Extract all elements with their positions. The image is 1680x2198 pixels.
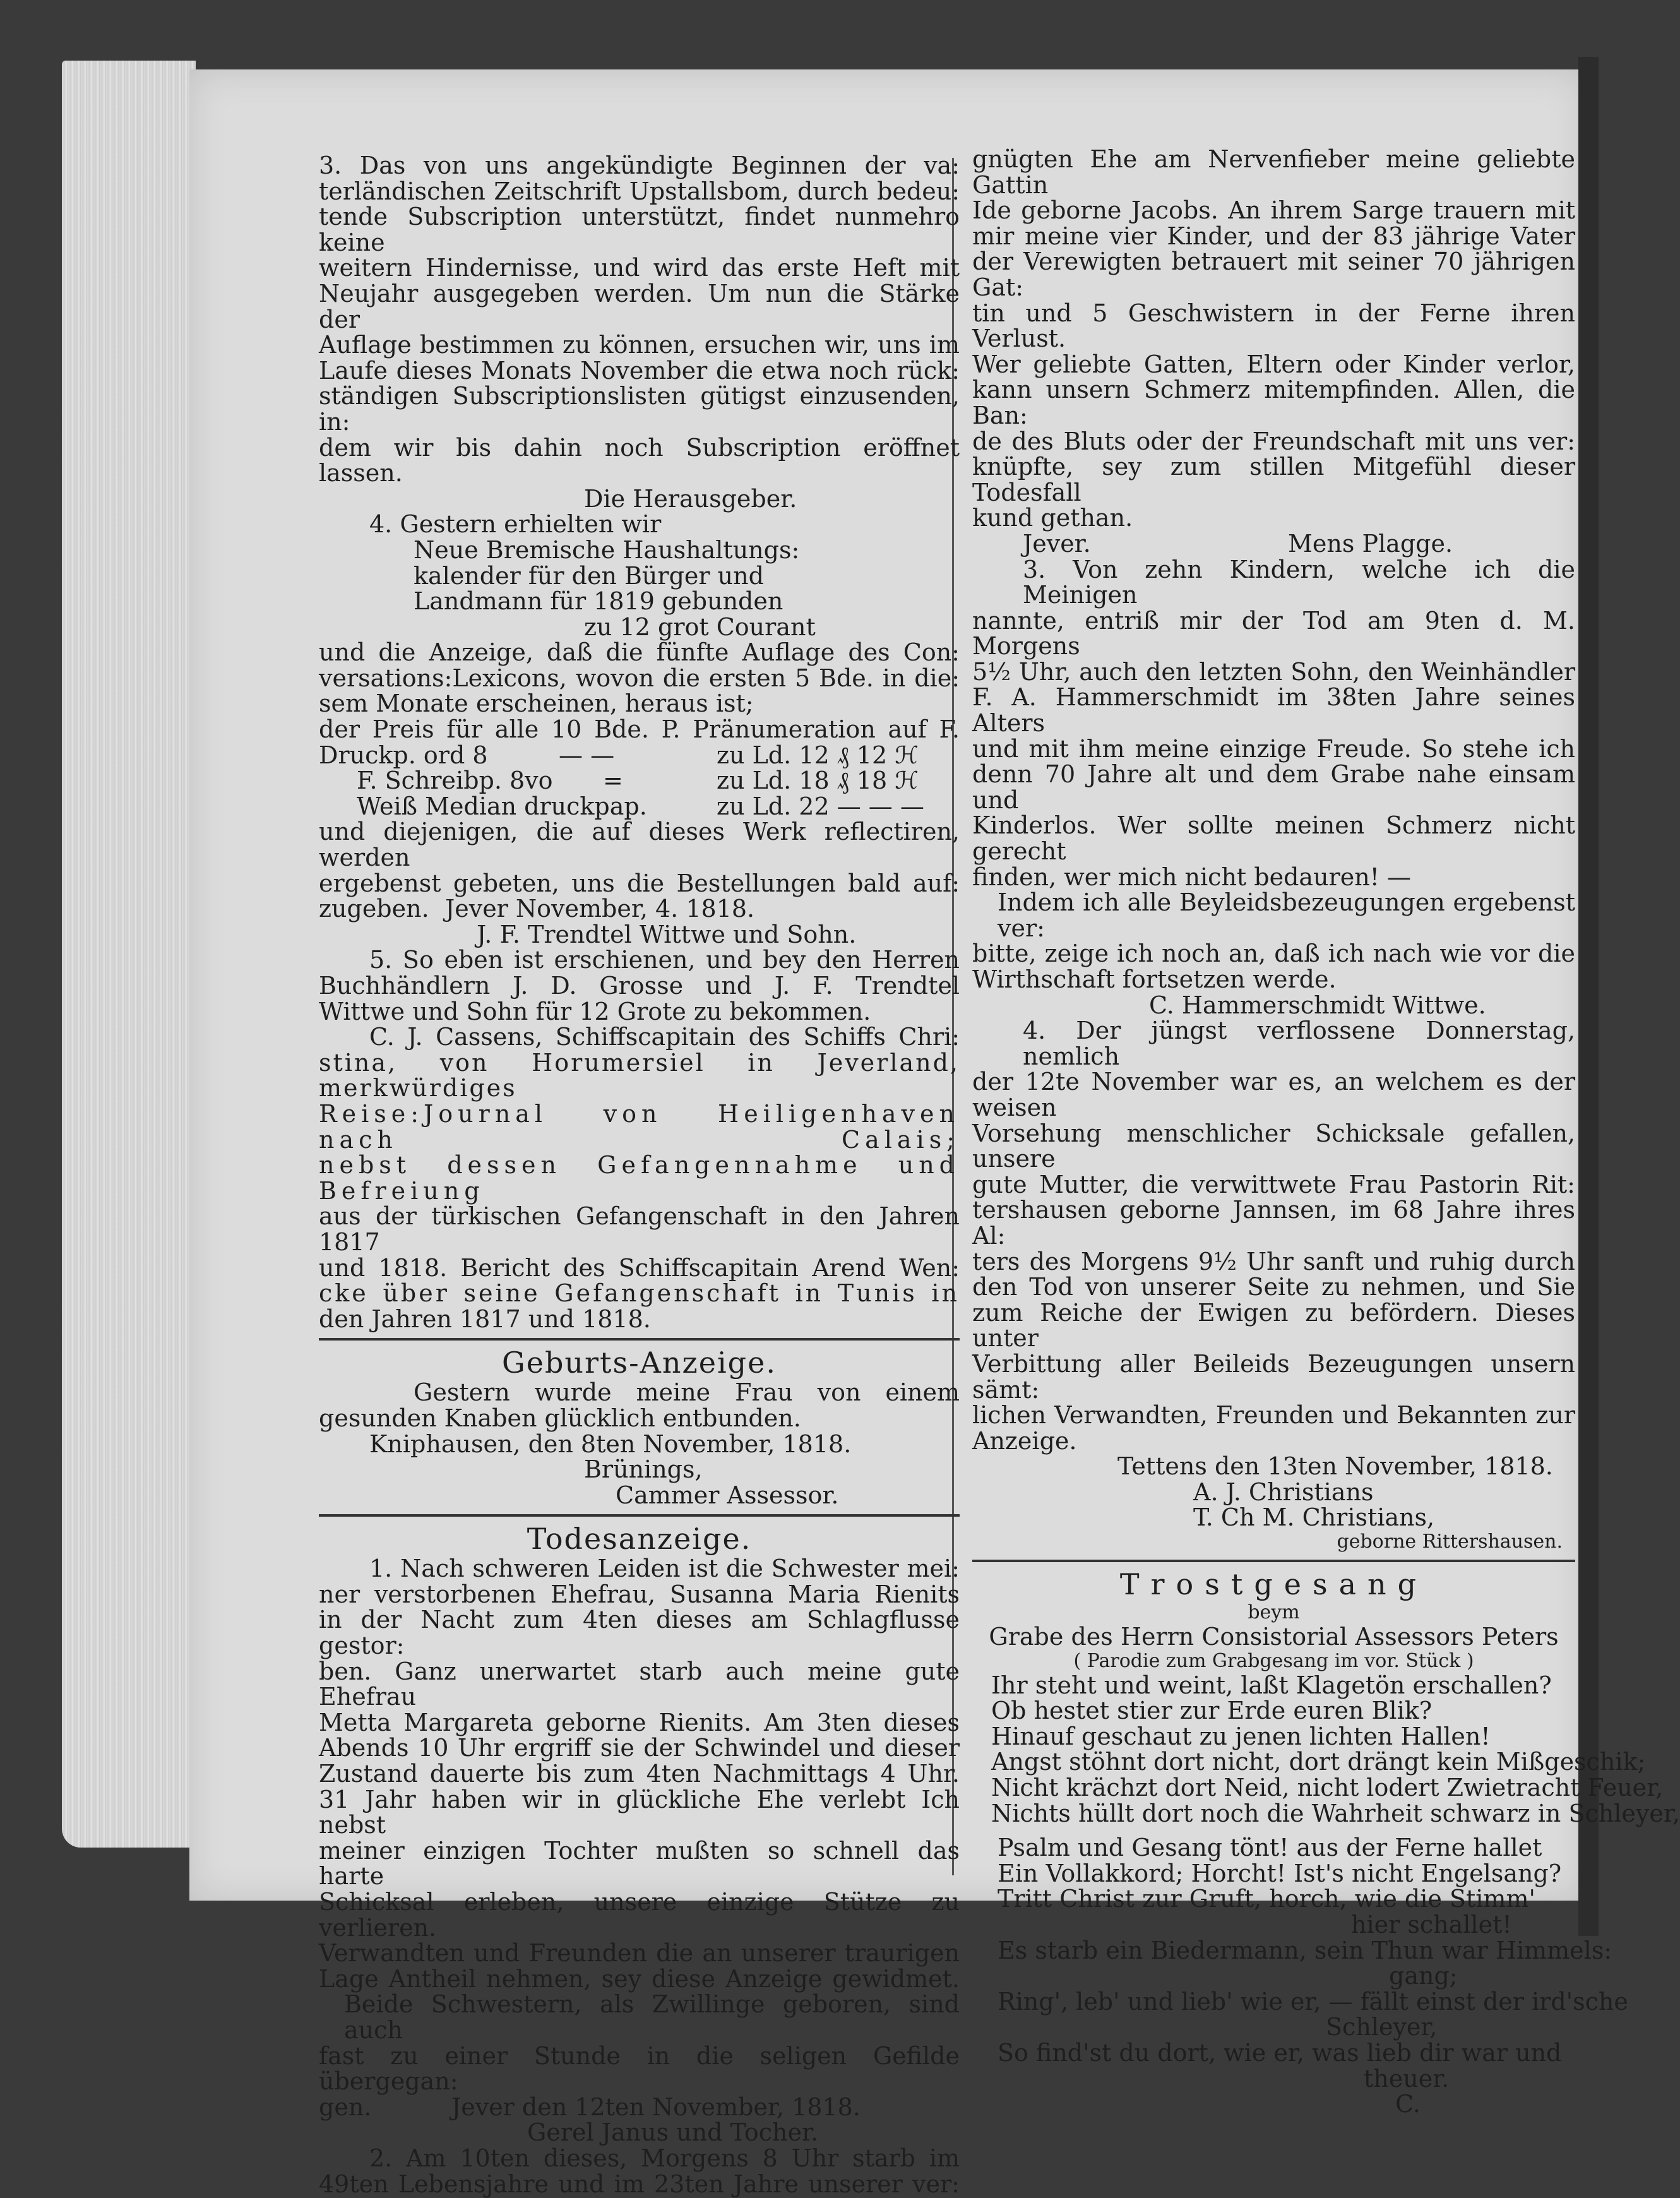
price-table-row	[319, 768, 960, 794]
poem-line: Es starb ein Biedermann, sein Thun war Himmels:	[998, 1936, 1612, 1964]
text-line: Schicksal erleben, unsere einzige Stütze zu verlieren.	[319, 1888, 960, 1942]
poem-turnover: hier schallet!	[1351, 1911, 1512, 1938]
poem-line: Ein Vollakkord; Horcht! Ist's nicht Engelsang?	[998, 1859, 1562, 1887]
price-table-row	[319, 794, 960, 820]
signature: T. Ch M. Christians,	[1193, 1503, 1435, 1532]
text-line: F. A. Hammerschmidt im 38ten Jahre seines Alters	[972, 683, 1575, 738]
text-line: Buchhändlern J. D. Grosse und J. F. Trendtel	[319, 972, 960, 1000]
text-line: und die Anzeige, daß die fünfte Auflage des Con:	[319, 638, 960, 667]
poem-note: ( Parodie zum Grabgesang im vor. Stück )	[1073, 1649, 1474, 1672]
book-description-line: nebst dessen Gefangennahme und Befreiung	[319, 1151, 960, 1205]
signature: Brünings,	[584, 1455, 703, 1484]
text-line: Anzeige.	[972, 1426, 1077, 1455]
poem-line: Tritt Christ zur Gruft, horch, wie die Stimm'	[998, 1885, 1535, 1913]
price-value: zu Ld. 12 ₰ 12 ℋ	[717, 741, 919, 769]
book-description-line: stina, von Horumersiel in Jeverland, merkwürdiges	[319, 1048, 960, 1102]
poem-line: Ihr steht und weint, laßt Klagetön erschallen?	[991, 1671, 1552, 1699]
text-line: Wer geliebte Gatten, Eltern oder Kinder verlor,	[972, 350, 1575, 378]
section-rule	[972, 1560, 1575, 1562]
book-title-line: kalender für den Bürger und	[414, 561, 764, 590]
text-line: Laufe dieses Monats November die etwa noch rück:	[319, 356, 960, 385]
text-line: tende Subscription unterstützt, findet nunmehro keine	[319, 203, 960, 256]
text-line: Kinderlos. Wer sollte meinen Schmerz nicht gerecht	[972, 811, 1575, 866]
poem-line: Ob hestet stier zur Erde euren Blik?	[991, 1697, 1433, 1725]
text-line: ner verstorbenen Ehefrau, Susanna Maria Rienits	[319, 1580, 960, 1608]
dateline: Jever November, 4. 1818.	[445, 895, 755, 923]
poem-turnover: Schleyer,	[1326, 2013, 1438, 2041]
poem-line: Psalm und Gesang tönt! aus der Ferne hallet	[998, 1834, 1542, 1862]
price-value: zu Ld. 22 — — —	[717, 792, 924, 820]
death-announcements	[319, 1522, 960, 2197]
text-line: mir meine vier Kinder, und der 83 jährige Vater	[972, 222, 1575, 250]
text-line: Lage Antheil nehmen, sey diese Anzeige gewidmet.	[319, 1964, 960, 1993]
section-heading: Geburts-Anzeige.	[502, 1346, 777, 1380]
price-table-row	[319, 743, 960, 768]
text-line: 5½ Uhr, auch den letzten Sohn, den Weinhändler	[972, 657, 1575, 686]
text-line: gesunden Knaben glücklich entbunden.	[319, 1404, 801, 1432]
text-line	[319, 896, 960, 922]
poem-line: Ring', leb' und lieb' wie er, — fällt einst der ird'sche	[998, 1987, 1628, 2016]
text-line: ters des Morgens 9½ Uhr sanft und ruhig durch	[972, 1247, 1575, 1275]
text-line: 4. Der jüngst verflossene Donnerstag, nemlich	[1023, 1017, 1575, 1070]
text-line: weitern Hindernisse, und wird das erste Heft mit	[319, 254, 960, 282]
text-line: denn 70 Jahre alt und dem Grabe nahe einsam und	[972, 760, 1575, 814]
text-line: 31 Jahr haben wir in glückliche Ehe verlebt Ich nebst	[319, 1785, 960, 1839]
poem-line: So find'st du dort, wie er, was lieb dir war und	[998, 2038, 1562, 2067]
signature: C. Hammerschmidt Wittwe.	[1149, 991, 1486, 1019]
notice-4	[319, 511, 960, 947]
book-description-line: Reise:Journal von Heiligenhaven nach Calais;	[319, 1099, 960, 1154]
text-line: Abends 10 Uhr ergriff sie der Schwindel und dieser	[319, 1734, 960, 1762]
birth-announcement	[319, 1346, 960, 1508]
text-line-end: gen.	[319, 2093, 372, 2121]
poem-turnover: theuer.	[1364, 2064, 1450, 2093]
text-line: in der Nacht zum 4ten dieses am Schlagflusse gestor:	[319, 1606, 960, 1660]
text-line: Beide Schwestern, als Zwillinge geboren, sind auch	[344, 1990, 960, 2044]
text-line	[319, 2094, 960, 2120]
text-line: Wittwe und Sohn für 12 Grote zu bekommen.	[319, 997, 871, 1025]
text-line: 4. Gestern erhielten wir	[369, 510, 662, 539]
signature: A. J. Christians	[1193, 1478, 1374, 1506]
text-line: Vorsehung menschlicher Schicksale gefallen, unsere	[972, 1119, 1575, 1173]
poem	[972, 1567, 1680, 2118]
book-description-line: den Jahren 1817 und 1818.	[319, 1305, 651, 1333]
text-line: 3. Das von uns angekündigte Beginnen der va:	[319, 152, 960, 179]
notice-3	[319, 153, 960, 511]
text-line: dem wir bis dahin noch Subscription eröffnet lassen.	[319, 433, 960, 487]
book-description-line: C. J. Cassens, Schiffscapitain des Schiffs Chri:	[369, 1023, 960, 1051]
poem-subtitle: Grabe des Herrn Consistorial Assessors Peters	[989, 1623, 1559, 1651]
price-table-row: der Preis für alle 10 Bde. P. Pränumeration auf F.	[319, 715, 960, 744]
text-line: Ide geborne Jacobs. An ihrem Sarge trauern mit	[972, 196, 1575, 225]
poem-title: Trostgesang	[1119, 1567, 1428, 1602]
text-line: versations:Lexicons, wovon die ersten 5 Bde. in die:	[319, 664, 960, 692]
book-description-line: aus der türkischen Gefangenschaft in den Jahren 1817	[319, 1202, 960, 1256]
text-line: Auflage bestimmen zu können, ersuchen wir, uns im	[319, 331, 960, 359]
text-line: Verwandten und Freunden die an unserer traurigen	[319, 1939, 960, 1968]
text-line: und diejenigen, die auf dieses Werk reflectiren, werden	[319, 818, 960, 872]
poem-signature: C.	[1395, 2090, 1421, 2118]
text-line: zum Reiche der Ewigen zu befördern. Dieses unter	[972, 1298, 1575, 1353]
price-line: zu 12 grot Courant	[584, 612, 816, 641]
text-line: Zustand dauerte bis zum 4ten Nachmittags 4 Uhr.	[319, 1760, 960, 1788]
book-title-line: Neue Bremische Haushaltungs:	[414, 535, 800, 564]
poem-line: Nichts hüllt dort noch die Wahrheit schwarz in Schleyer,	[991, 1799, 1680, 1827]
price-label: Weiß Median druckpap.	[357, 792, 647, 820]
left-column	[319, 153, 960, 2197]
signature: Cammer Assessor.	[616, 1481, 839, 1509]
right-column	[972, 145, 1680, 2118]
section-rule	[319, 1338, 960, 1341]
notice-5	[319, 947, 960, 1332]
price-label: Druckp. ord 8	[319, 741, 488, 769]
poem-beym: beym	[1248, 1601, 1300, 1624]
text-line: tin und 5 Geschwistern in der Ferne ihren Verlust.	[972, 299, 1575, 353]
text-line: 2. Am 10ten dieses, Morgens 8 Uhr starb im	[369, 2144, 960, 2172]
poem-line: Nicht krächzt dort Neid, nicht lodert Zwietracht Feuer,	[991, 1774, 1664, 1802]
text-line: nannte, entriß mir der Tod am 9ten d. M. Morgens	[972, 606, 1575, 660]
dateline: Kniphausen, den 8ten November, 1818.	[369, 1430, 852, 1458]
text-line: kann unsern Schmerz mitempfinden. Allen, die Ban:	[972, 376, 1575, 429]
text-line: 49ten Lebensjahre und im 23ten Jahre unserer ver:	[319, 2170, 960, 2198]
text-line-end: zugeben.	[319, 895, 429, 923]
poem-line: Hinauf geschaut zu jenen lichten Hallen!	[991, 1722, 1491, 1750]
binding-shadow	[1578, 57, 1599, 1936]
text-line: knüpfte, sey zum stillen Mitgefühl dieser Todesfall	[972, 453, 1575, 506]
text-line: gute Mutter, die verwittwete Frau Pastorin Rit:	[972, 1170, 1575, 1198]
price-value: zu Ld. 18 ₰ 18 ℋ	[717, 767, 919, 795]
text-line: de des Bluts oder der Freundschaft mit uns ver:	[972, 427, 1575, 455]
death-notice-4	[972, 1018, 1575, 1553]
price-label: F. Schreibp. 8vo	[357, 767, 553, 795]
text-line: terländischen Zeitschrift Upstallsbom, durch bedeu:	[319, 177, 960, 205]
poem-turnover: gang;	[1389, 1962, 1458, 1990]
text-line: ben. Ganz unerwartet starb auch meine gute Ehefrau	[319, 1657, 960, 1711]
text-line: Metta Margareta geborne Rienits. Am 3ten dieses	[319, 1708, 960, 1736]
text-line: Wirthschaft fortsetzen werde.	[972, 965, 1337, 993]
text-line: den Tod von unserer Seite zu nehmen, und Sie	[972, 1273, 1575, 1301]
text-line: bitte, zeige ich noch an, daß ich nach wie vor die	[972, 940, 1575, 968]
text-line: ergebenst gebeten, uns die Bestellungen bald auf:	[319, 869, 960, 897]
text-line: 5. So eben ist erschienen, und bey den Herren	[369, 946, 960, 974]
text-line: ständigen Subscriptionslisten gütigst einzusenden, in:	[319, 382, 960, 436]
text-line: meiner einzigen Tochter mußten so schnell das harte	[319, 1836, 960, 1890]
price-dashes: =	[603, 767, 623, 795]
signature-line	[972, 531, 1575, 557]
text-line: Gestern wurde meine Frau von einem	[414, 1378, 960, 1407]
signature: Die Herausgeber.	[584, 484, 797, 513]
text-line: finden, wer mich nicht bedauren! —	[972, 863, 1412, 891]
text-line: Verbittung aller Beileids Bezeugungen unsern sämt:	[972, 1349, 1575, 1404]
book-description-line: cke über seine Gefangenschaft in Tunis in	[319, 1279, 960, 1308]
text-line: 3. Von zehn Kindern, welche ich die Meinigen	[1023, 555, 1575, 609]
dateline: Jever den 12ten November, 1818.	[451, 2093, 861, 2121]
death-notice-2-continued	[972, 146, 1575, 557]
text-line: der 12te November war es, an welchem es der weisen	[972, 1068, 1575, 1121]
text-line: tershausen geborne Jannsen, im 68 Jahre ihres Al:	[972, 1196, 1575, 1250]
section-rule	[319, 1514, 960, 1517]
section-heading: Todesanzeige.	[527, 1522, 752, 1556]
poem-line: Angst stöhnt dort nicht, dort drängt kein Mißgeschik;	[991, 1748, 1646, 1776]
signature: J. F. Trendtel Wittwe und Sohn.	[477, 920, 857, 948]
book-description-line: und 1818. Bericht des Schiffscapitain Arend Wen:	[319, 1253, 960, 1282]
death-notice-3	[972, 557, 1575, 1018]
signature: geborne Rittershausen.	[1337, 1531, 1563, 1553]
text-line: lichen Verwandten, Freunden und Bekannten zur	[972, 1401, 1575, 1430]
text-line: sem Monate erscheinen, heraus ist;	[319, 690, 754, 718]
text-line: Indem ich alle Beyleidsbezeugungen ergebenst ver:	[998, 888, 1575, 942]
signature: Mens Plagge.	[1288, 529, 1453, 558]
place: Jever.	[1023, 529, 1091, 558]
signature: Gerel Janus und Tocher.	[527, 2118, 819, 2147]
text-line: der Verewigten betrauert mit seiner 70 jährigen Gat:	[972, 248, 1575, 301]
dateline: Tettens den 13ten November, 1818.	[1117, 1452, 1553, 1481]
text-line: Neujahr ausgegeben werden. Um nun die Stärke der	[319, 279, 960, 333]
price-dashes: — —	[559, 741, 615, 769]
book-title-line: Landmann für 1819 gebunden	[414, 587, 783, 616]
book-page-edges	[62, 61, 196, 1848]
text-line: fast zu einer Stunde in die seligen Gefilde übergegan:	[319, 2041, 960, 2096]
text-line: gnügten Ehe am Nervenfieber meine geliebte Gattin	[972, 145, 1575, 199]
text-line: 1. Nach schweren Leiden ist die Schwester mei:	[369, 1555, 960, 1583]
text-line: und mit ihm meine einzige Freude. So stehe ich	[972, 734, 1575, 763]
text-line: kund gethan.	[972, 504, 1133, 532]
